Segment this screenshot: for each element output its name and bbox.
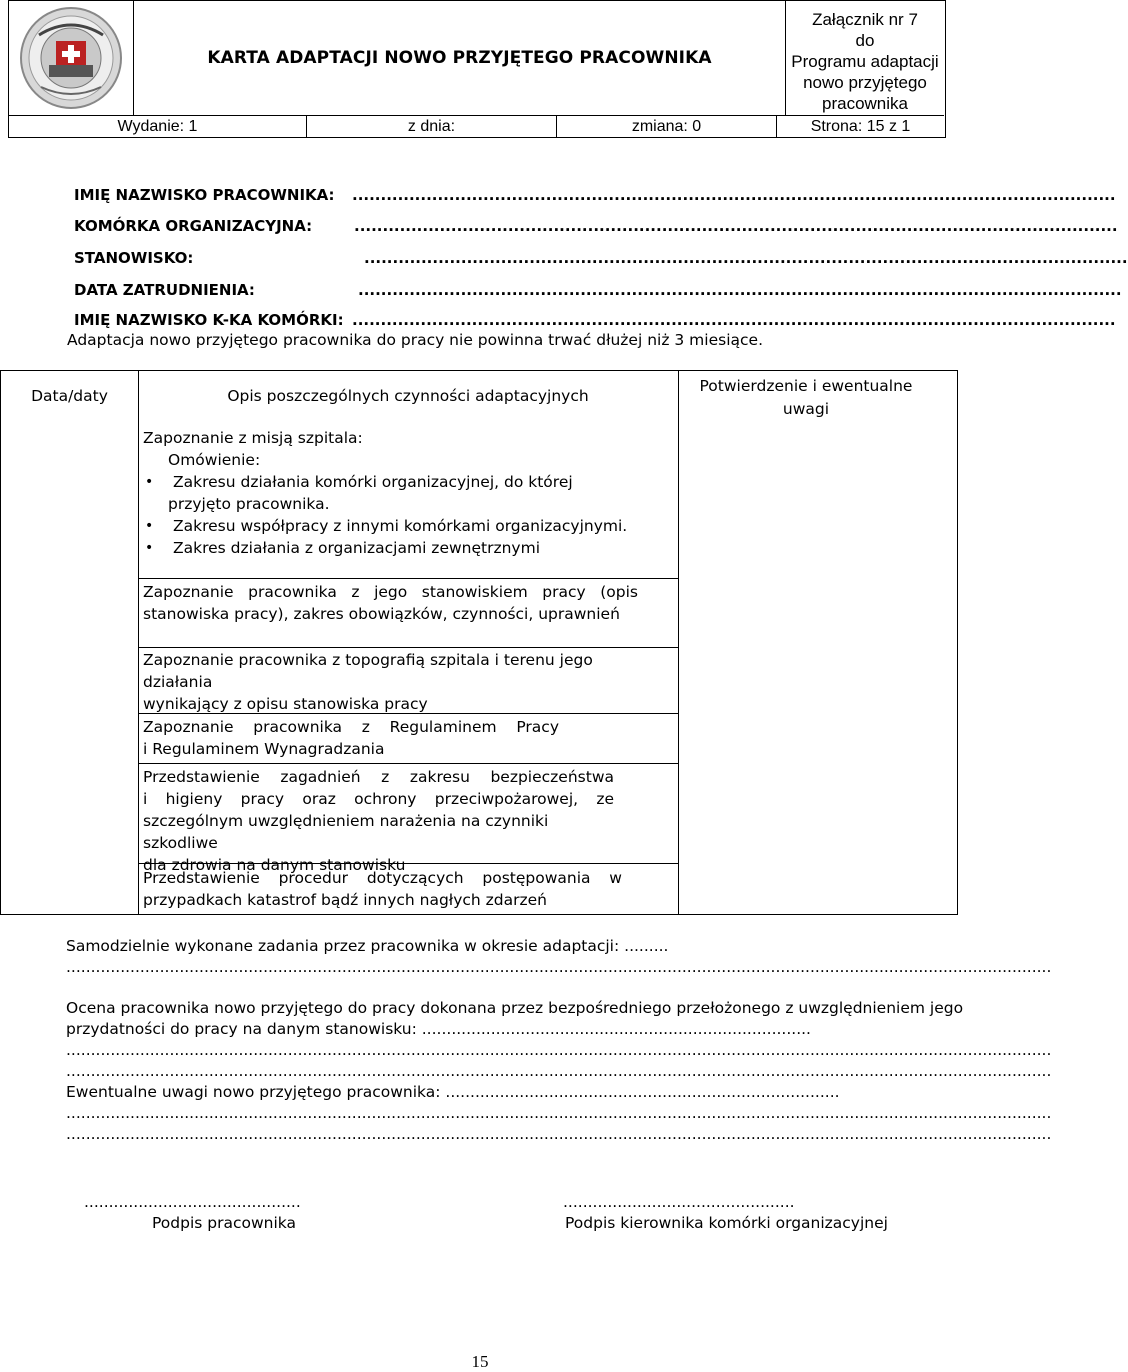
row-divider bbox=[139, 763, 679, 764]
list-item: • Zakres działania z organizacjami zewnętrznymi bbox=[143, 537, 638, 559]
row-topography: Zapoznanie pracownika z topografią szpitala i terenu jego działania wynikający z opisu stanowiska pracy bbox=[143, 651, 593, 713]
fill-in-dots: ...................................................................................................................................... bbox=[364, 249, 1128, 267]
annex-line: Programu adaptacji bbox=[791, 52, 939, 71]
employee-signature-label: Podpis pracownika bbox=[152, 1214, 296, 1232]
signature-dots: ............................................ bbox=[84, 1193, 301, 1211]
hospital-logo-cell bbox=[9, 1, 134, 115]
fill-in-dots: ........................................................................................................................................................................................................ bbox=[66, 1041, 1052, 1059]
row-mission bbox=[143, 427, 638, 559]
row-divider bbox=[139, 578, 679, 579]
employee-name-field bbox=[74, 186, 1116, 204]
remarks-line: Ewentualne uwagi nowo przyjętego pracownika: ................................................................................ bbox=[66, 1083, 840, 1101]
fill-in-dots: ........................................................................................................................................................................................................ bbox=[66, 1104, 1052, 1122]
adaptation-note: Adaptacja nowo przyjętego pracownika do pracy nie powinna trwać dłużej niż 3 miesiące. bbox=[67, 331, 763, 349]
row-position: Zapoznanie pracownika z jego stanowiskiem pracy (opis stanowiska pracy), zakres obowiązków, czynności, uprawnień bbox=[143, 583, 638, 623]
row-divider bbox=[139, 647, 679, 648]
fill-in-dots: ........................................................................................................................................................................................................ bbox=[66, 958, 1052, 976]
row-emergency: Przedstawienie procedur dotyczących postępowania w przypadkach katastrof bądź innych nagłych zdarzeń bbox=[143, 869, 622, 909]
employment-date-field bbox=[74, 281, 1122, 299]
fill-in-dots: ........................................................................................................................................................................................................ bbox=[66, 1125, 1052, 1143]
annex-line: pracownika bbox=[822, 94, 908, 113]
adaptation-table bbox=[0, 370, 958, 915]
column-divider bbox=[678, 371, 679, 914]
change-number: zmiana: 0 bbox=[556, 116, 776, 138]
assessment-line: Ocena pracownika nowo przyjętego do pracy dokonana przez bezpośredniego przełożonego z uwzględnieniem jego bbox=[66, 999, 964, 1017]
document-header bbox=[8, 0, 946, 138]
fill-in-dots: ...................................................................................................................................... bbox=[354, 217, 1118, 235]
fill-in-dots: ...................................................................................................................................... bbox=[352, 186, 1116, 204]
column-divider bbox=[138, 371, 139, 914]
list-item: • Zakresu współpracy z innymi komórkami organizacyjnymi. bbox=[143, 515, 638, 537]
hospital-seal-icon bbox=[9, 1, 134, 115]
field-label: KOMÓRKA ORGANIZACYJNA: bbox=[74, 217, 313, 235]
column-header-description: Opis poszczególnych czynności adaptacyjnych bbox=[227, 387, 589, 405]
fill-in-dots: ...................................................................................................................................... bbox=[358, 281, 1122, 299]
field-label: IMIĘ NAZWISKO PRACOWNIKA: bbox=[74, 186, 335, 204]
column-header-date: Data/daty bbox=[31, 387, 108, 405]
document-meta-row bbox=[9, 115, 944, 137]
annex-line: Załącznik nr 7 bbox=[812, 10, 918, 29]
row-safety: Przedstawienie zagadnień z zakresu bezpieczeństwa i higieny pracy oraz ochrony przeciwpożarowej, ze szczególnym uwzględnieniem narażenia na czynniki szkodliwe dla zdrowia na danym stanowisku bbox=[143, 768, 614, 874]
annex-reference bbox=[786, 1, 944, 115]
org-unit-field bbox=[74, 217, 1118, 235]
issue-date: z dnia: bbox=[306, 116, 556, 138]
list-item-continuation: przyjęto pracownika. bbox=[168, 495, 330, 513]
list-item: • Zakresu działania komórki organizacyjnej, do której bbox=[143, 471, 638, 493]
document-title-cell bbox=[134, 1, 786, 115]
document-title: KARTA ADAPTACJI NOWO PRZYJĘTEGO PRACOWNIKA bbox=[207, 48, 712, 68]
manager-signature-label: Podpis kierownika komórki organizacyjnej bbox=[565, 1214, 888, 1232]
issue-number: Wydanie: 1 bbox=[117, 118, 198, 135]
field-label: DATA ZATRUDNIENIA: bbox=[74, 281, 255, 299]
page-number: 15 bbox=[471, 1352, 489, 1371]
page-counter: Strona: 15 z 1 bbox=[776, 116, 944, 138]
row-subheading: Omówienie: bbox=[168, 451, 261, 469]
annex-line: nowo przyjętego bbox=[803, 73, 927, 92]
field-label: STANOWISKO: bbox=[74, 249, 194, 267]
manager-name-field bbox=[74, 311, 1116, 329]
signature-dots: ............................................... bbox=[563, 1193, 795, 1211]
annex-line: do bbox=[855, 31, 875, 50]
fill-in-dots: ...................................................................................................................................... bbox=[352, 311, 1116, 329]
assessment-line: przydatności do pracy na danym stanowisku: ............................................................................... bbox=[66, 1020, 811, 1038]
field-label: IMIĘ NAZWISKO K-KA KOMÓRKI: bbox=[74, 311, 344, 329]
tasks-line: Samodzielnie wykonane zadania przez pracownika w okresie adaptacji: ......... bbox=[66, 937, 669, 955]
fill-in-dots: ........................................................................................................................................................................................................ bbox=[66, 1062, 1052, 1080]
position-field bbox=[74, 249, 1128, 267]
row-regulations: Zapoznanie pracownika z Regulaminem Pracy i Regulaminem Wynagradzania bbox=[143, 718, 559, 758]
column-header-confirmation: Potwierdzenie i ewentualne uwagi bbox=[699, 377, 913, 418]
row-heading: Zapoznanie z misją szpitala: bbox=[143, 429, 363, 447]
